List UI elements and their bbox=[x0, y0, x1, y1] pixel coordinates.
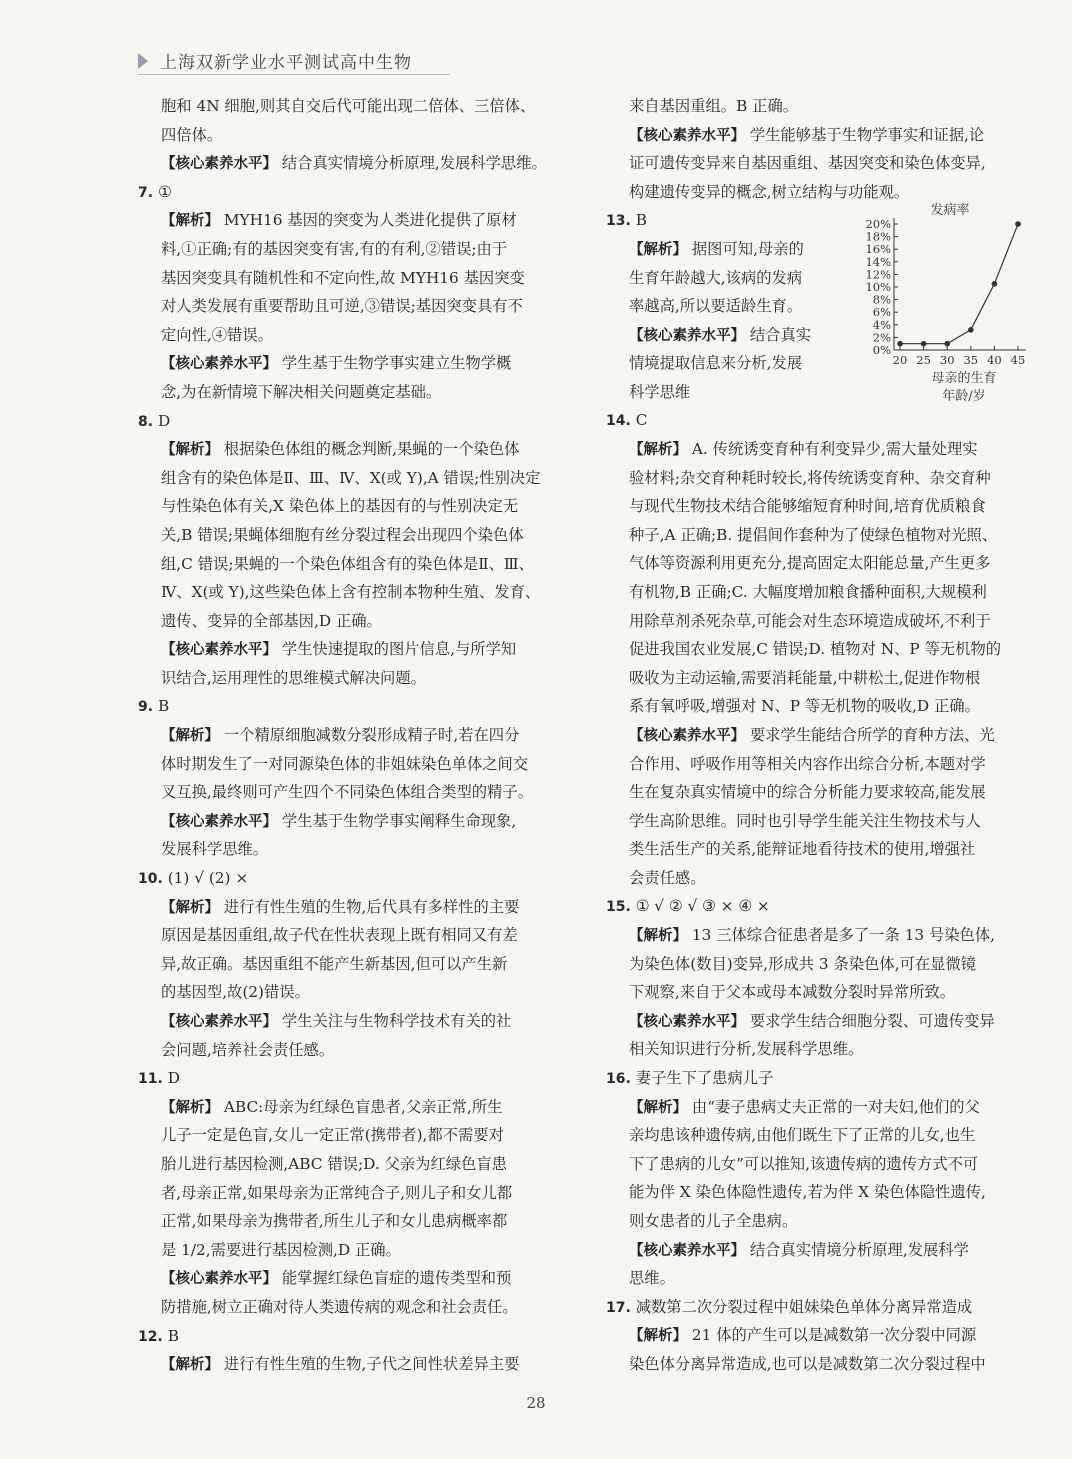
line-text: 结合真实 bbox=[749, 325, 812, 344]
text-line bbox=[138, 1093, 564, 1122]
line-text: 情境提取信息来分析,发展 bbox=[629, 354, 803, 373]
text-line bbox=[606, 378, 841, 407]
text-line bbox=[138, 1236, 564, 1265]
line-text: 原因是基因重组,故子代在性状表现上既有相同又有差 bbox=[161, 926, 518, 945]
y-tick-label: 16% bbox=[865, 242, 891, 257]
y-tick-label: 4% bbox=[872, 318, 891, 333]
text-line bbox=[606, 321, 841, 350]
text-line bbox=[606, 406, 1034, 435]
y-tick-label: 6% bbox=[872, 305, 891, 320]
x-axis-label: 母亲的生育 bbox=[931, 371, 997, 387]
text-line bbox=[138, 1293, 564, 1322]
line-text: 儿子一定是色盲,女儿一定正常(携带者),都不需要对 bbox=[161, 1126, 504, 1145]
section-tag: 【解析】 bbox=[629, 1099, 687, 1116]
text-line bbox=[606, 692, 1034, 721]
question-number: 15. bbox=[606, 899, 631, 916]
line-text: 要求学生结合细胞分裂、可遗传变异 bbox=[749, 1011, 995, 1030]
text-line bbox=[138, 578, 564, 607]
text-line bbox=[138, 835, 564, 864]
question-number: 12. bbox=[138, 1328, 163, 1345]
line-text: 结合真实情境分析原理,发展科学 bbox=[749, 1240, 969, 1259]
text-line bbox=[138, 292, 564, 321]
text-line bbox=[138, 778, 564, 807]
line-text: 要求学生能结合所学的育种方法、光 bbox=[749, 725, 995, 744]
line-text: 染色体分离异常造成,也可以是减数第二次分裂过程中 bbox=[629, 1354, 986, 1373]
y-tick-label: 2% bbox=[872, 330, 891, 345]
text-line bbox=[138, 1264, 564, 1293]
text-line bbox=[606, 750, 1034, 779]
line-text: 会责任感。 bbox=[629, 868, 706, 887]
line-text: 种子,A 正确;B. 提倡间作套种为了使绿色植物对光照、 bbox=[629, 525, 998, 544]
text-line bbox=[138, 235, 564, 264]
line-text: 科学思维 bbox=[629, 382, 691, 401]
line-text: 与现代生物技术结合能够缩短育种时间,培育优质粮食 bbox=[629, 497, 986, 516]
text-line bbox=[606, 835, 1034, 864]
section-tag: 【核心素养水平】 bbox=[629, 1242, 745, 1259]
y-tick-label: 8% bbox=[872, 292, 891, 307]
data-point bbox=[968, 327, 974, 333]
x-tick-label: 35 bbox=[963, 353, 979, 368]
y-tick-label: 0% bbox=[872, 343, 891, 358]
text-line bbox=[606, 149, 1034, 178]
line-text: 下了患病的儿女”可以推知,该遗传病的遗传方式不可 bbox=[629, 1154, 979, 1173]
line-text: 念,为在新情境下解决相关问题奠定基础。 bbox=[161, 382, 442, 401]
section-tag: 【核心素养水平】 bbox=[629, 1013, 745, 1030]
text-line bbox=[606, 549, 1034, 578]
line-text: 防措施,树立正确对待人类遗传病的观念和社会责任。 bbox=[161, 1297, 518, 1316]
line-text: 的基因型,故(2)错误。 bbox=[161, 983, 310, 1002]
text-line bbox=[606, 721, 1034, 750]
line-text: 体时期发生了一对同源染色体的非姐妹染色单体之间交 bbox=[161, 754, 529, 773]
section-tag: 【解析】 bbox=[161, 728, 219, 745]
line-text: 学生能够基于生物学事实和证据,论 bbox=[749, 125, 985, 144]
line-text: 关,B 错误;果蝇体细胞有丝分裂过程会出现四个染色体 bbox=[161, 525, 524, 544]
line-text: 下观察,来自于父本或母本减数分裂时异常所致。 bbox=[629, 983, 956, 1002]
line-text: 有机物,B 正确;C. 大幅度增加粮食播种面积,大规模利 bbox=[629, 582, 987, 601]
question-number: 16. bbox=[606, 1071, 631, 1088]
text-line bbox=[606, 978, 1034, 1007]
line-text: MYH16 基因的突变为人类进化提供了原材 bbox=[223, 211, 517, 230]
text-line bbox=[138, 950, 564, 979]
text-line bbox=[606, 664, 1034, 693]
line-text: 进行有性生殖的生物,子代之间性状差异主要 bbox=[223, 1355, 520, 1374]
text-line bbox=[138, 1350, 564, 1379]
line-text: 合作用、呼吸作用等相关内容作出综合分析,本题对学 bbox=[629, 754, 986, 773]
line-text: 相关知识进行分析,发展科学思维。 bbox=[629, 1040, 864, 1059]
text-line bbox=[138, 921, 564, 950]
text-line bbox=[138, 635, 564, 664]
text-line bbox=[606, 1293, 1034, 1322]
incidence-chart bbox=[842, 200, 1042, 406]
section-tag: 【解析】 bbox=[629, 1328, 687, 1345]
question-number: 13. bbox=[606, 213, 631, 230]
question-number: 8. bbox=[138, 413, 154, 430]
line-text: 吸收为主动运输,需要消耗能量,中耕松土,促进作物根 bbox=[629, 668, 981, 687]
line-text: 对人类发展有重要帮助且可逆,③错误;基因突变具有不 bbox=[161, 297, 523, 316]
text-line bbox=[138, 750, 564, 779]
line-text: 学生高阶思维。同时也引导学生能关注生物技术与人 bbox=[629, 811, 981, 830]
section-tag: 【核心素养水平】 bbox=[161, 1271, 277, 1288]
text-line bbox=[606, 121, 1034, 150]
data-point bbox=[897, 341, 903, 347]
text-line bbox=[606, 1350, 1034, 1379]
text-line bbox=[606, 1093, 1034, 1122]
text-line bbox=[606, 864, 1034, 893]
line-text: 妻子生下了患病儿子 bbox=[635, 1069, 774, 1088]
line-text: C bbox=[635, 411, 648, 430]
text-line bbox=[606, 1035, 1034, 1064]
line-text: 定向性,④错误。 bbox=[161, 325, 273, 344]
line-text: 结合真实情境分析原理,发展科学思维。 bbox=[281, 154, 547, 173]
line-text: B bbox=[635, 211, 647, 230]
text-line bbox=[138, 121, 564, 150]
text-line bbox=[138, 1207, 564, 1236]
header-rule bbox=[138, 74, 450, 75]
line-text: 生在复杂真实情境中的综合分析能力要求较高,能发展 bbox=[629, 783, 986, 802]
x-tick-label: 45 bbox=[1010, 353, 1026, 368]
text-line bbox=[138, 1322, 564, 1351]
text-line bbox=[138, 264, 564, 293]
text-line bbox=[606, 1150, 1034, 1179]
left-column bbox=[138, 92, 564, 1379]
data-point bbox=[1015, 222, 1021, 228]
question-13-text bbox=[606, 206, 841, 406]
line-text: 叉互换,最终则可产生四个不同染色体组合类型的精子。 bbox=[161, 783, 533, 802]
series-line bbox=[900, 224, 1018, 344]
line-text: 基因突变具有随机性和不定向性,故 MYH16 基因突变 bbox=[161, 268, 525, 287]
text-line bbox=[606, 492, 1034, 521]
section-tag: 【核心素养水平】 bbox=[629, 727, 745, 744]
x-axis-label: 年龄/岁 bbox=[942, 389, 986, 405]
text-line bbox=[138, 435, 564, 464]
text-line bbox=[606, 892, 1034, 921]
line-text: D bbox=[167, 1069, 180, 1088]
text-line bbox=[606, 235, 841, 264]
text-line bbox=[606, 1207, 1034, 1236]
line-text: 根据染色体组的概念判断,果蝇的一个染色体 bbox=[223, 440, 520, 459]
text-line bbox=[606, 1064, 1034, 1093]
text-line bbox=[606, 921, 1034, 950]
page-number: 28 bbox=[526, 1394, 546, 1412]
text-line bbox=[138, 349, 564, 378]
y-tick-label: 20% bbox=[865, 217, 891, 232]
x-tick-label: 40 bbox=[987, 353, 1002, 368]
line-text: 亲均患该种遗传病,由他们既生下了正常的儿女,也生 bbox=[629, 1126, 976, 1145]
y-tick-label: 10% bbox=[865, 280, 891, 295]
line-text: 21 体的产生可以是减数第一次分裂中同源 bbox=[691, 1326, 977, 1345]
text-line bbox=[138, 178, 564, 207]
section-tag: 【解析】 bbox=[629, 441, 687, 458]
question-number: 9. bbox=[138, 699, 154, 716]
y-tick-label: 14% bbox=[865, 255, 891, 270]
text-line bbox=[138, 1179, 564, 1208]
text-line bbox=[606, 778, 1034, 807]
text-line bbox=[138, 1036, 564, 1065]
text-line bbox=[138, 321, 564, 350]
text-line bbox=[606, 635, 1034, 664]
text-line bbox=[138, 807, 564, 836]
line-text: 验材料;杂交育种耗时较长,将传统诱变育种、杂交育种 bbox=[629, 468, 991, 487]
text-line bbox=[138, 664, 564, 693]
text-line bbox=[606, 950, 1034, 979]
text-line bbox=[606, 521, 1034, 550]
text-line bbox=[606, 1178, 1034, 1207]
line-text: 则女患者的儿子全患病。 bbox=[629, 1212, 798, 1230]
line-text: 由“妻子患病丈夫正常的一对夫妇,他们的父 bbox=[691, 1097, 980, 1116]
section-tag: 【核心素养水平】 bbox=[629, 327, 745, 344]
line-text: 料,①正确;有的基因突变有害,有的有利,②错误;由于 bbox=[161, 239, 508, 258]
line-text: 生育年龄越大,该病的发病 bbox=[629, 268, 803, 287]
line-text: 据图可知,母亲的 bbox=[691, 239, 804, 258]
question-number: 17. bbox=[606, 1299, 631, 1316]
data-point bbox=[992, 281, 998, 287]
section-tag: 【核心素养水平】 bbox=[161, 156, 277, 173]
text-line bbox=[138, 407, 564, 436]
section-tag: 【核心素养水平】 bbox=[161, 642, 277, 659]
line-text: B bbox=[167, 1326, 179, 1345]
text-line bbox=[138, 978, 564, 1007]
text-line bbox=[138, 1007, 564, 1036]
section-tag: 【核心素养水平】 bbox=[161, 1014, 277, 1030]
data-point bbox=[944, 341, 950, 347]
line-text: 胎儿进行基因检测,ABC 错误;D. 父亲为红绿色盲患 bbox=[161, 1154, 507, 1173]
line-text: 胞和 4N 细胞,则其自交后代可能出现二倍体、三倍体、 bbox=[161, 97, 536, 115]
text-line bbox=[606, 206, 841, 235]
line-text: 学生基于生物学事实建立生物学概 bbox=[281, 354, 512, 373]
y-tick-label: 12% bbox=[865, 267, 891, 282]
section-tag: 【核心素养水平】 bbox=[161, 356, 277, 373]
text-line bbox=[138, 1064, 564, 1093]
line-text: ABC:母亲为红绿色盲患者,父亲正常,所生 bbox=[223, 1097, 503, 1116]
text-line bbox=[606, 1264, 1034, 1293]
line-text: B bbox=[157, 697, 170, 716]
question-number: 10. bbox=[138, 871, 163, 888]
text-line bbox=[138, 864, 564, 893]
section-tag: 【解析】 bbox=[161, 1357, 219, 1374]
line-text: 类生活生产的关系,能辩证地看待技术的使用,增强社 bbox=[629, 840, 976, 859]
right-column bbox=[606, 92, 1034, 1379]
line-text: 组,C 错误;果蝇的一个染色体组含有的染色体是Ⅱ、Ⅲ、 bbox=[161, 554, 534, 573]
text-line bbox=[606, 464, 1034, 493]
text-line bbox=[138, 464, 564, 493]
right-top-block bbox=[606, 92, 1034, 206]
line-text: 会问题,培养社会责任感。 bbox=[161, 1040, 335, 1059]
x-tick-label: 30 bbox=[939, 353, 955, 368]
line-text: 思维。 bbox=[629, 1269, 675, 1288]
text-line bbox=[138, 378, 564, 407]
text-line bbox=[606, 607, 1034, 636]
line-text: 识结合,运用理性的思维模式解决问题。 bbox=[161, 668, 426, 687]
line-text: 构建遗传变异的概念,树立结构与功能观。 bbox=[629, 182, 910, 201]
section-tag: 【解析】 bbox=[161, 899, 219, 916]
line-text: 发展科学思维。 bbox=[161, 840, 269, 859]
line-text: ① √ ② √ ③ × ④ × bbox=[635, 897, 770, 916]
line-text: 系有氧呼吸,增强对 N、P 等无机物的吸收,D 正确。 bbox=[629, 697, 980, 716]
data-point bbox=[921, 341, 927, 347]
text-line bbox=[606, 264, 841, 293]
question-number: 14. bbox=[606, 413, 631, 430]
text-line bbox=[138, 92, 564, 121]
text-line bbox=[606, 1321, 1034, 1350]
text-line bbox=[606, 1121, 1034, 1150]
line-text: (1) √ (2) × bbox=[167, 869, 249, 888]
text-line bbox=[138, 893, 564, 922]
text-line bbox=[138, 607, 564, 636]
right-bottom-block bbox=[606, 406, 1034, 1378]
line-text: 学生关注与生物科学技术有关的社 bbox=[281, 1012, 512, 1030]
line-text: 是 1/2,需要进行基因检测,D 正确。 bbox=[161, 1240, 401, 1259]
line-text: 异,故正确。基因重组不能产生新基因,但可以产生新 bbox=[161, 954, 508, 973]
text-line bbox=[138, 149, 564, 178]
section-tag: 【核心素养水平】 bbox=[629, 127, 745, 144]
question-13-block bbox=[606, 203, 1034, 406]
header-arrow-icon bbox=[138, 53, 148, 69]
text-line bbox=[138, 206, 564, 235]
text-line bbox=[138, 521, 564, 550]
line-text: 气体等资源利用更充分,提高固定太阳能总量,产生更多 bbox=[629, 554, 991, 573]
text-line bbox=[606, 435, 1034, 464]
text-line bbox=[606, 578, 1034, 607]
text-line bbox=[138, 1121, 564, 1150]
line-text: 与性染色体有关,X 染色体上的基因有的与性别决定无 bbox=[161, 497, 519, 516]
section-tag: 【解析】 bbox=[161, 1099, 219, 1116]
text-line bbox=[606, 292, 841, 321]
question-number: 7. bbox=[138, 184, 154, 201]
section-tag: 【核心素养水平】 bbox=[161, 813, 277, 830]
line-text: 用除草剂杀死杂草,可能会对生态环境造成破坏,不利于 bbox=[629, 611, 991, 630]
line-text: 学生基于生物学事实阐释生命现象, bbox=[281, 811, 517, 830]
line-text: 能为伴 X 染色体隐性遗传,若为伴 X 染色体隐性遗传, bbox=[629, 1183, 986, 1202]
text-line bbox=[138, 692, 564, 721]
line-text: 四倍体。 bbox=[161, 125, 223, 144]
line-text: Ⅳ、X(或 Y),这些染色体上含有控制本物种生殖、发育、 bbox=[161, 583, 541, 602]
x-tick-label: 20 bbox=[892, 353, 908, 368]
question-number: 11. bbox=[138, 1071, 163, 1088]
line-text: 促进我国农业发展,C 错误;D. 植物对 N、P 等无机物的 bbox=[629, 640, 1002, 659]
text-line bbox=[606, 807, 1034, 836]
line-text: 率越高,所以要适龄生育。 bbox=[629, 297, 803, 316]
line-text: 为染色体(数目)变异,形成共 3 条染色体,可在显微镜 bbox=[629, 954, 977, 973]
section-tag: 【解析】 bbox=[629, 928, 687, 945]
section-tag: 【解析】 bbox=[161, 442, 219, 459]
text-line bbox=[606, 349, 841, 378]
line-text: 学生快速提取的图片信息,与所学知 bbox=[281, 640, 517, 659]
line-text: 组含有的染色体是Ⅱ、Ⅲ、Ⅳ、X(或 Y),A 错误;性别决定 bbox=[161, 468, 541, 487]
page-header bbox=[138, 48, 412, 73]
line-text: 者,母亲正常,如果母亲为正常纯合子,则儿子和女儿都 bbox=[161, 1183, 513, 1202]
text-line bbox=[606, 92, 1034, 121]
line-text: 一个精原细胞减数分裂形成精子时,若在四分 bbox=[223, 726, 520, 745]
y-tick-label: 18% bbox=[865, 229, 891, 244]
line-text: 正常,如果母亲为携带者,所生儿子和女儿患病概率都 bbox=[161, 1212, 508, 1231]
text-line bbox=[138, 492, 564, 521]
section-tag: 【解析】 bbox=[629, 241, 687, 258]
line-text: 13 三体综合征患者是多了一条 13 号染色体, bbox=[691, 926, 996, 945]
line-text: D bbox=[157, 411, 171, 430]
line-text: 证可遗传变异来自基因重组、基因突变和染色体变异, bbox=[629, 154, 986, 173]
header-title: 上海双新学业水平测试高中生物 bbox=[160, 53, 412, 73]
text-line bbox=[138, 550, 564, 579]
line-text: 遗传、变异的全部基因,D 正确。 bbox=[161, 611, 382, 630]
text-line bbox=[606, 1236, 1034, 1265]
line-text: 能掌握红绿色盲症的遗传类型和预 bbox=[281, 1269, 512, 1288]
text-line bbox=[138, 1150, 564, 1179]
line-text: A. 传统诱变育种有利变异少,需大量处理实 bbox=[691, 439, 978, 458]
section-tag: 【解析】 bbox=[161, 213, 219, 230]
text-line bbox=[138, 721, 564, 750]
line-text: 进行有性生殖的生物,后代具有多样性的主要 bbox=[223, 897, 520, 916]
x-tick-label: 25 bbox=[916, 353, 931, 368]
chart-title: 发病率 bbox=[930, 203, 970, 219]
line-text: 来自基因重组。B 正确。 bbox=[629, 97, 799, 115]
line-text: ① bbox=[157, 182, 172, 201]
text-line bbox=[606, 1007, 1034, 1036]
line-text: 减数第二次分裂过程中姐妹染色单体分离异常造成 bbox=[635, 1297, 973, 1316]
